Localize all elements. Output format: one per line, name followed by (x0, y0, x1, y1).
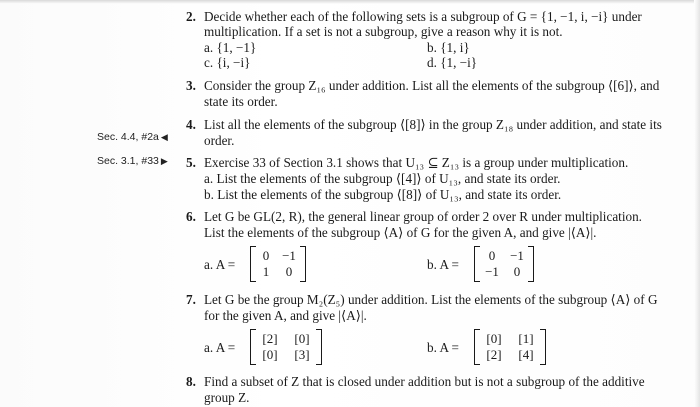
matrix-cell: [0] (262, 347, 278, 362)
problem-4-line-2: order. (204, 133, 235, 148)
problem-2-option-c: c. {i, −i} (204, 55, 251, 70)
problem-5-line-1: Exercise 33 of Section 3.1 shows that U₁₃ ⊆ Z₁₃ is a group under multiplication. (204, 155, 629, 170)
matrix-cell: [3] (294, 347, 310, 362)
problem-6-matrix-a (250, 246, 306, 282)
page-right-shadow (694, 0, 700, 407)
problem-6-matrix-b (474, 246, 534, 282)
problem-6-a-label: a. A = (204, 257, 236, 272)
matrix-cell: 0 (513, 264, 521, 279)
matrix-cell: [0] (294, 331, 310, 346)
problem-2-option-b: b. {1, i} (427, 40, 470, 55)
problem-7-a-label: a. A = (204, 340, 236, 355)
problem-8-number: 8. (186, 374, 196, 389)
problem-6-b-label: b. A = (427, 257, 459, 272)
problem-8-line-2: group Z. (204, 390, 250, 405)
matrix-cell: [2] (262, 331, 278, 346)
problem-5-part-b: b. List the elements of the subgroup ⟨[8]⟩ of U₁₃, and state its order. (204, 187, 562, 202)
problem-7-number: 7. (186, 292, 196, 307)
problem-6-number: 6. (186, 209, 196, 224)
problem-4-number: 4. (186, 117, 196, 132)
problem-7-matrix-b (474, 329, 546, 365)
problem-7-line-1: Let G be the group M₂(Z₅) under addition. List the elements of the subgroup ⟨A⟩ of G (204, 292, 658, 307)
problem-7-line-2: for the given A, and give |⟨A⟩|. (204, 308, 367, 323)
problem-2-option-d: d. {1, −i} (427, 55, 478, 70)
problem-3-line-2: state its order. (204, 94, 278, 109)
problem-2-option-a: a. {1, −1} (204, 40, 257, 55)
side-note-sec-4-4: Sec. 4.4, #2a ◀ (97, 131, 171, 143)
matrix-cell: 0 (488, 248, 496, 263)
problem-5-number: 5. (186, 155, 196, 170)
matrix-cell: [0] (486, 331, 502, 346)
side-note-sec-3-1: Sec. 3.1, #33 ▶ (97, 155, 171, 167)
matrix-cell: −1 (485, 264, 499, 279)
problem-6-line-2: List the elements of the subgroup ⟨A⟩ of G for the given A, and give |⟨A⟩|. (204, 225, 597, 240)
problem-5-part-a: a. List the elements of the subgroup ⟨[4]⟩ of U₁₃, and state its order. (204, 171, 561, 186)
matrix-cell: −1 (282, 248, 296, 263)
problem-4-line-1: List all the elements of the subgroup ⟨[8]⟩ in the group Z₁₈ under addition, and state its (204, 117, 662, 132)
right-arrow-icon: ▶ (160, 156, 168, 166)
problem-2-line-2: multiplication. If a set is not a subgroup, give a reason why it is not. (204, 24, 563, 39)
left-arrow-icon: ◀ (160, 132, 168, 142)
problem-7-matrix-a (250, 329, 322, 365)
matrix-cell: [2] (486, 347, 502, 362)
matrix-cell: −1 (510, 248, 524, 263)
page-top-shadow (0, 0, 700, 4)
matrix-cell: 0 (262, 248, 270, 263)
problem-7-b-label: b. A = (427, 340, 459, 355)
problem-3-number: 3. (186, 78, 196, 93)
matrix-cell: [1] (518, 331, 534, 346)
problem-2-line-1: Decide whether each of the following sets is a subgroup of G = {1, −1, i, −i} under (204, 9, 642, 24)
matrix-cell: [4] (518, 347, 534, 362)
matrix-cell: 0 (285, 264, 293, 279)
matrix-cell: 1 (262, 264, 270, 279)
problem-6-line-1: Let G be GL(2, R), the general linear group of order 2 over R under multiplication. (204, 209, 642, 224)
problem-3-line-1: Consider the group Z₁₆ under addition. List all the elements of the subgroup ⟨[6]⟩, and (204, 78, 660, 93)
problem-8-line-1: Find a subset of Z that is closed under addition but is not a subgroup of the additive (204, 374, 645, 389)
problem-2-number: 2. (186, 9, 196, 24)
